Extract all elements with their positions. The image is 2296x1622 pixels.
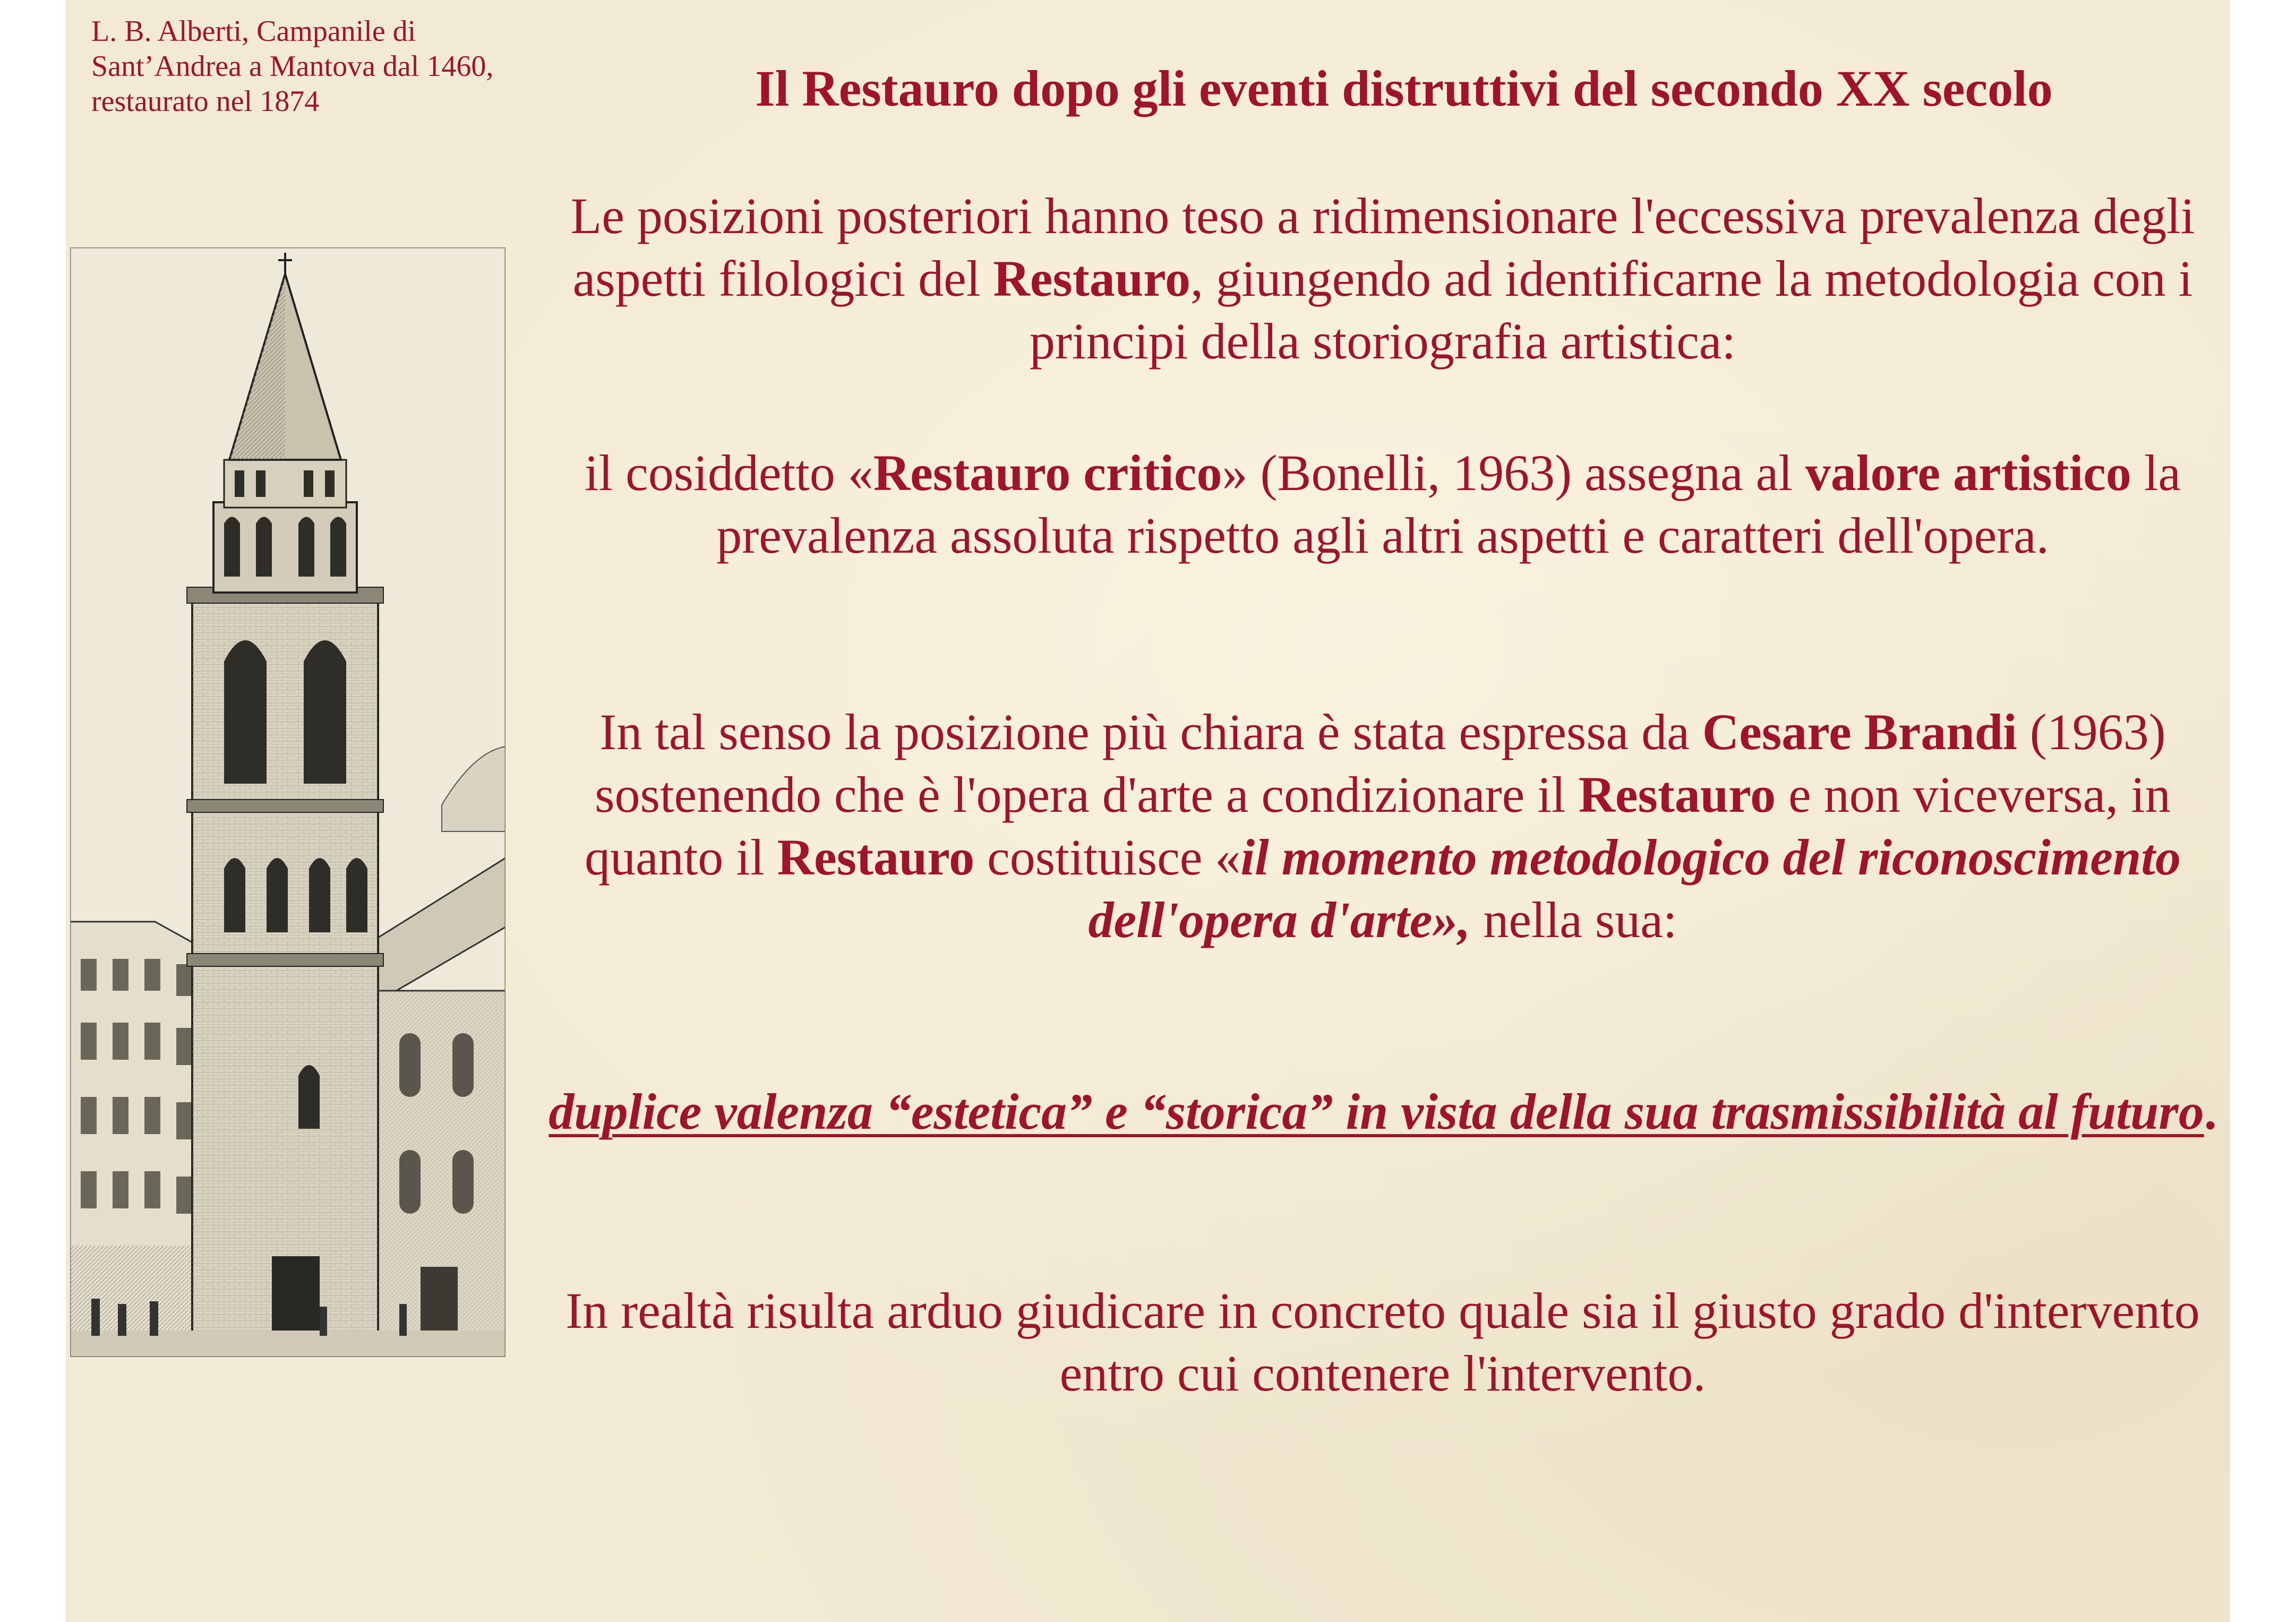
image-caption: L. B. Alberti, Campanile di Sant’Andrea a Mantova dal 1460, restaurato nel 1874 [91, 15, 494, 118]
p4-underlined-italic: duplice valenza “estetica” e “storica” in vista della sua trasmissibilità al futuro [549, 1083, 2204, 1140]
p3-bold-2: Restauro [1578, 766, 1776, 823]
p3-bold-3: Restauro [777, 829, 975, 886]
p3-text-3: e non viceversa, in quanto il [585, 766, 2171, 886]
p2-text-1: il cosiddetto « [584, 444, 873, 501]
p1-text-2: , giungendo ad identificarne la metodologia con i principi della storiografia artistica: [1029, 250, 2193, 370]
p3-text-5: nella sua: [1470, 891, 1677, 948]
slide [66, 0, 2230, 1622]
paragraph-4-emphasis [544, 1080, 2222, 1143]
p1-text-1: Le posizioni posteriori hanno teso a ridimensionare l'eccessiva prevalenza degli aspetti filologici del [570, 187, 2195, 307]
p2-text-3: la prevalenza assoluta rispetto agli altri aspetti e caratteri dell'opera. [716, 444, 2181, 564]
p2-bold-1: Restauro critico [873, 444, 1222, 501]
p1-bold-1: Restauro [993, 250, 1190, 307]
p2-text-2: » (Bonelli, 1963) assegna al [1222, 444, 1805, 501]
campanile-engraving [70, 247, 506, 1357]
paragraph-1 [544, 185, 2222, 373]
p3-text-2: (1963) sostenendo che è l'opera d'arte a condizionare il [595, 703, 2166, 823]
campanile-engraving-drawing [70, 247, 506, 1357]
slide-title: Il Restauro dopo gli eventi distruttivi del secondo XX secolo [755, 60, 2053, 117]
p2-bold-2: valore artistico [1805, 444, 2131, 501]
paragraph-3 [544, 701, 2222, 951]
p3-bold-italic-quote: il momento metodologico del riconoscimento dell'opera d'arte», [1088, 829, 2181, 948]
p3-bold-1: Cesare Brandi [1702, 703, 2017, 760]
paragraph-5: In realtà risulta arduo giudicare in concreto quale sia il giusto grado d'intervento entro cui contenere l'intervento. [566, 1282, 2200, 1402]
p3-text-1: In tal senso la posizione più chiara è stata espressa da [599, 703, 1702, 760]
paragraph-2 [544, 442, 2222, 567]
p3-text-4: costituisce « [974, 829, 1241, 886]
p4-bold-period: . [2204, 1083, 2217, 1140]
